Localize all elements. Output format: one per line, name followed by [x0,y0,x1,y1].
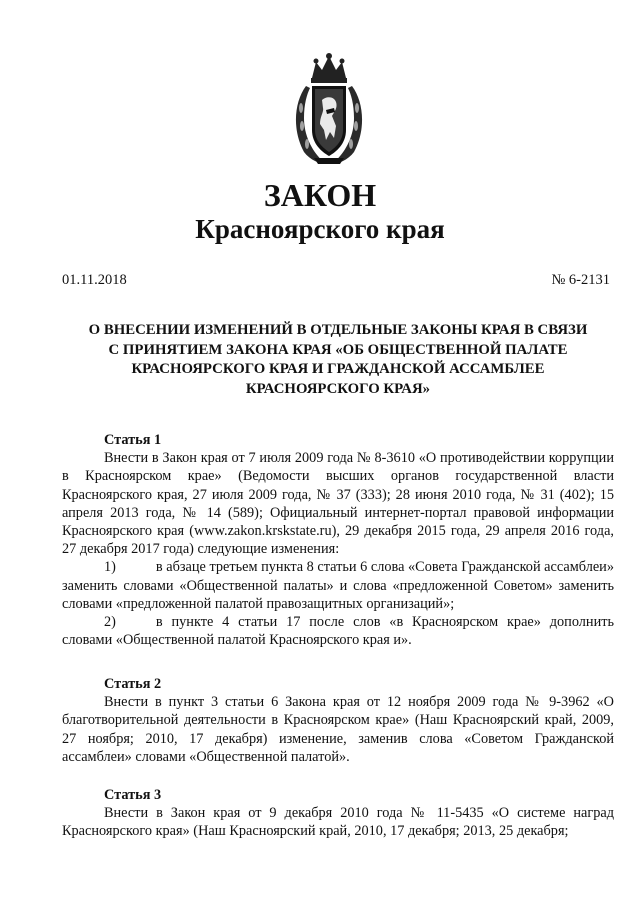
law-heading [62,321,614,399]
article-1-item-2 [62,613,614,649]
article-1-title: Статья 1 [104,432,162,448]
law-date: 01.11.2018 [62,272,127,288]
item-text: в пункте 4 статьи 17 после слов «в Красноярском крае» дополнить словами «Общественной палатой Красноярского края и». [62,614,614,649]
article-3-text: Внести в Закон края от 9 декабря 2010 года № 11-5435 «О системе наград Красноярского края» (Наш Красноярский край, 2010, 17 декабря; 2013, 25 декабря; [62,805,614,840]
item-text: в абзаце третьем пункта 8 статьи 6 слова «Совета Гражданской ассамблеи» заменить словами «Общественной палаты» и слова «предложенной Советом» заменить словами «предложенной палатой правозащитных организаций»; [62,559,614,612]
law-number: № 6-2131 [551,272,610,288]
article-2-title: Статья 2 [104,676,162,692]
article-1-intro: Внести в Закон края от 7 июля 2009 года № 8-3610 «О противодействии коррупции в Красноярском крае» (Ведомости высших органов государственной власти Красноярского края, 27 июля 2009 года, № 37 (333); 28 июня 2010 года, № 31 (402); 15 апреля 2013 года, № 14 (589); Официальный интернет-портал правовой информации Красноярского края (www.zakon.krskstate.ru), 29 декабря 2015 года, 29 апреля 2016 года, 27 декабря 2017 года) следующие изменения: [62,450,614,558]
item-number: 2) [104,614,116,631]
item-number: 1) [104,559,116,576]
heading-line: О ВНЕСЕНИИ ИЗМЕНЕНИЙ В ОТДЕЛЬНЫЕ ЗАКОНЫ КРАЯ В СВЯЗИ [88,322,588,338]
article-1 [62,431,614,649]
coat-of-arms-emblem [290,52,368,168]
article-2 [62,675,614,766]
heading-line: КРАСНОЯРСКОГО КРАЯ» [245,380,431,397]
article-1-item-1 [62,558,614,613]
article-3-title: Статья 3 [104,787,162,803]
article-2-text: Внести в пункт 3 статьи 6 Закона края от 12 ноября 2009 года № 9-3962 «О благотворительной деятельности в Красноярском крае» (Наш Красноярский край, 2009, 27 ноября; 2010, 17 декабря) изменение, заменив слова «Советом Гражданской ассамблеи» словами «Общественной палатой». [62,694,614,765]
region-title: Красноярского края [195,214,445,244]
article-3 [62,786,614,841]
law-title: ЗАКОН [263,177,377,213]
heading-line: КРАСНОЯРСКОГО КРАЯ И ГРАЖДАНСКОЙ АССАМБЛЕЕ [131,361,545,377]
heading-line: С ПРИНЯТИЕМ ЗАКОНА КРАЯ «ОБ ОБЩЕСТВЕННОЙ ПАЛАТЕ [108,341,568,358]
